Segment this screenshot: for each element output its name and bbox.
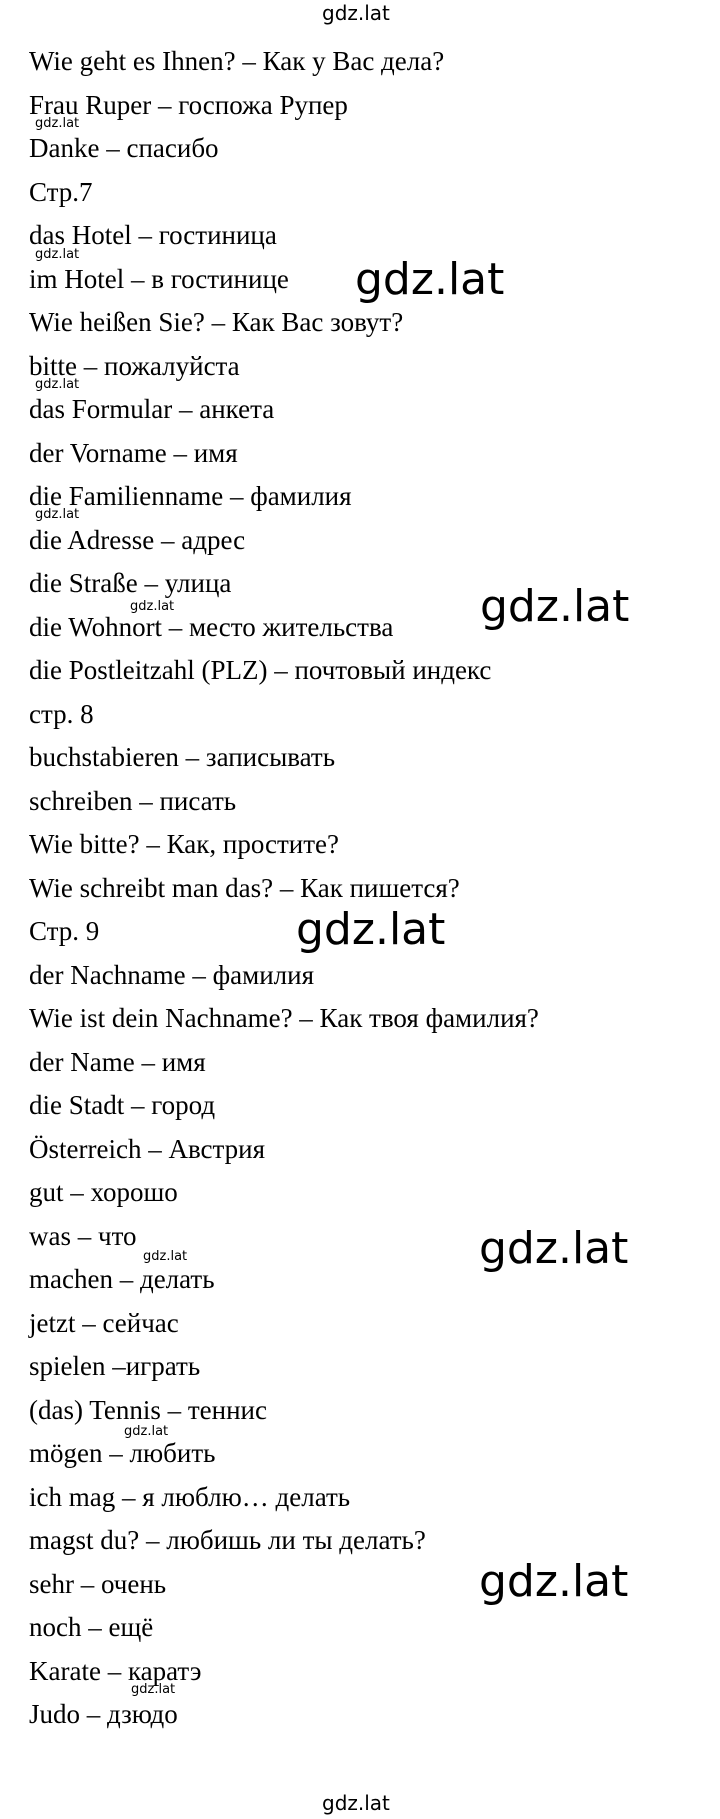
vocab-line: was – что xyxy=(29,1221,137,1251)
small-watermark: gdz.lat xyxy=(35,116,80,131)
footer-watermark: gdz.lat xyxy=(322,1791,390,1815)
vocab-line: Frau Ruper – госпожа Рупер xyxy=(29,90,348,120)
vocab-line: die Familienname – фамилия xyxy=(29,481,352,511)
small-watermark: gdz.lat xyxy=(35,377,80,392)
small-watermark: gdz.lat xyxy=(131,1682,176,1697)
vocab-line: Wie geht es Ihnen? – Как у Вас дела? xyxy=(29,46,445,76)
vocab-line: jetzt – сейчас xyxy=(29,1308,179,1338)
vocab-line: die Adresse – адрес xyxy=(29,525,246,555)
vocab-line: schreiben – писать xyxy=(29,786,237,816)
vocab-line: magst du? – любишь ли ты делать? xyxy=(29,1525,426,1555)
vocab-line: der Nachname – фамилия xyxy=(29,960,315,990)
vocab-line: mögen – любить xyxy=(29,1438,216,1468)
vocab-line: gut – хорошо xyxy=(29,1177,178,1207)
small-watermark: gdz.lat xyxy=(35,507,80,522)
vocab-line: machen – делать xyxy=(29,1264,215,1294)
vocab-line: Judo – дзюдо xyxy=(29,1699,178,1729)
vocab-line: die Straße – улица xyxy=(29,568,232,598)
vocab-line: das Formular – анкета xyxy=(29,394,275,424)
vocab-line: Wie bitte? – Как, простите? xyxy=(29,829,339,859)
vocab-line: ich mag – я люблю… делать xyxy=(29,1482,351,1512)
vocab-line: Danke – спасибо xyxy=(29,133,219,163)
vocab-line: buchstabieren – записывать xyxy=(29,742,336,772)
vocab-line: Стр. 9 xyxy=(29,916,100,946)
small-watermark: gdz.lat xyxy=(143,1249,188,1264)
vocab-line: noch – ещё xyxy=(29,1612,154,1642)
vocab-line: der Vorname – имя xyxy=(29,438,238,468)
vocab-line: die Stadt – город xyxy=(29,1090,216,1120)
vocab-line: bitte – пожалуйста xyxy=(29,351,240,381)
large-watermark: gdz.lat xyxy=(479,1223,629,1274)
vocab-line: Wie ist dein Nachname? – Как твоя фамилия? xyxy=(29,1003,539,1033)
vocab-line: sehr – очень xyxy=(29,1569,167,1599)
large-watermark: gdz.lat xyxy=(296,904,446,955)
vocab-line: Karate – каратэ xyxy=(29,1656,202,1686)
vocab-line: Wie schreibt man das? – Как пишется? xyxy=(29,873,460,903)
vocab-line: das Hotel – гостиница xyxy=(29,220,277,250)
vocab-line: Österreich – Австрия xyxy=(29,1134,266,1164)
vocab-line: der Name – имя xyxy=(29,1047,206,1077)
small-watermark: gdz.lat xyxy=(124,1424,169,1439)
vocab-line: im Hotel – в гостинице xyxy=(29,264,289,294)
small-watermark: gdz.lat xyxy=(35,247,80,262)
vocab-line: die Postleitzahl (PLZ) – почтовый индекс xyxy=(29,655,492,685)
small-watermark: gdz.lat xyxy=(130,599,175,614)
header-watermark: gdz.lat xyxy=(322,1,390,25)
vocab-line: (das) Tennis – теннис xyxy=(29,1395,267,1425)
vocab-line: стр. 8 xyxy=(29,699,94,729)
large-watermark: gdz.lat xyxy=(355,254,505,305)
vocab-line: Wie heißen Sie? – Как Вас зовут? xyxy=(29,307,404,337)
vocab-line: die Wohnort – место жительства xyxy=(29,612,394,642)
vocab-line: Стр.7 xyxy=(29,177,93,207)
large-watermark: gdz.lat xyxy=(479,1556,629,1607)
vocab-line: spielen –играть xyxy=(29,1351,201,1381)
large-watermark: gdz.lat xyxy=(480,581,630,632)
